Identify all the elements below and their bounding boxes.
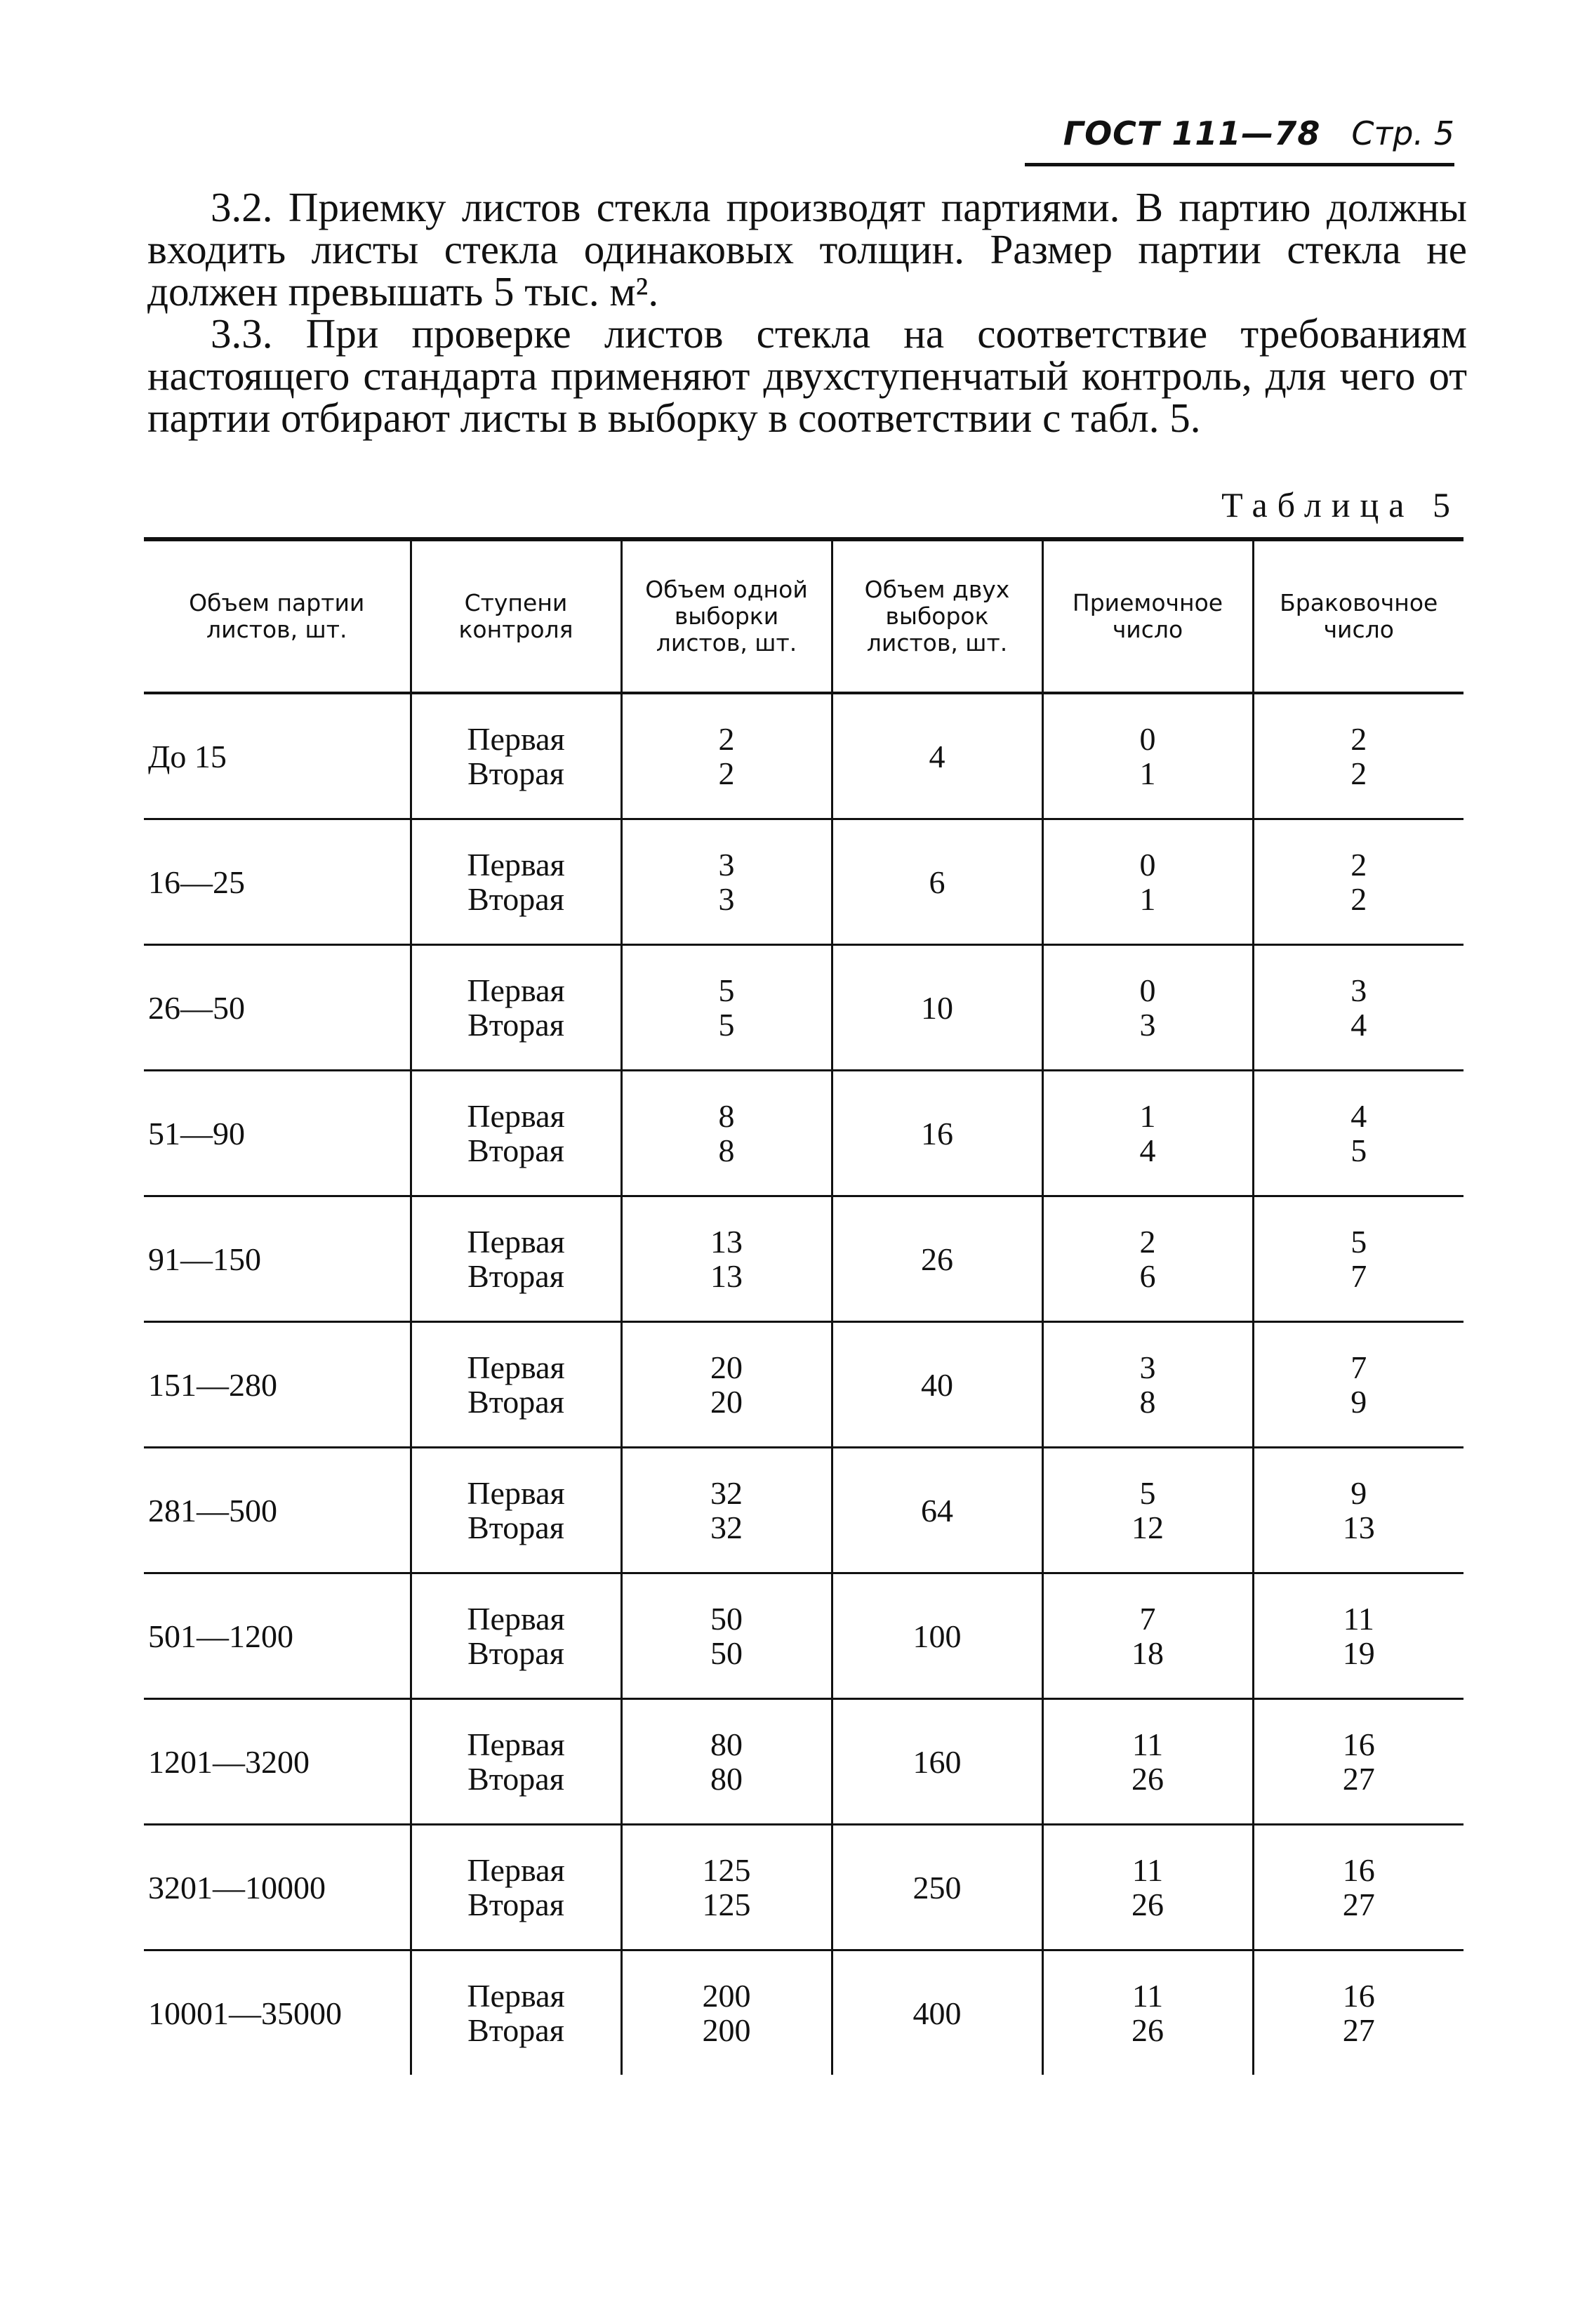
two-samples-cell: 10 (832, 945, 1042, 1071)
stage-cell (411, 945, 621, 1071)
acceptance-cell-second: 3 (1139, 1007, 1156, 1043)
one-sample-cell (621, 1071, 832, 1196)
two-samples-cell: 40 (832, 1322, 1042, 1448)
two-samples-cell: 250 (832, 1825, 1042, 1950)
header-lot-size: Объем партии листов, шт. (144, 539, 411, 693)
lot-size-cell: До 15 (144, 693, 411, 819)
one-sample-cell-second: 32 (710, 1510, 743, 1545)
rejection-cell-first: 11 (1343, 1601, 1374, 1637)
one-sample-cell-second: 5 (718, 1007, 735, 1043)
rejection-cell-second: 5 (1350, 1133, 1367, 1168)
two-samples-cell: 64 (832, 1448, 1042, 1573)
stage-cell-first: Первая (467, 1098, 565, 1134)
acceptance-cell-second: 1 (1139, 755, 1156, 791)
rejection-cell-first: 3 (1350, 972, 1367, 1008)
acceptance-cell (1042, 1699, 1253, 1825)
two-samples-cell: 160 (832, 1699, 1042, 1825)
acceptance-cell (1042, 945, 1253, 1071)
page-header (1025, 104, 1454, 166)
stage-cell-first: Первая (467, 1601, 565, 1637)
stage-cell (411, 1196, 621, 1322)
stage-cell-second: Вторая (467, 755, 564, 791)
table-row (144, 1071, 1464, 1196)
one-sample-cell (621, 819, 832, 945)
one-sample-cell (621, 1322, 832, 1448)
two-samples-cell: 100 (832, 1573, 1042, 1699)
table-row (144, 819, 1464, 945)
table-caption: Таблица 5 (1221, 485, 1460, 524)
acceptance-cell (1042, 1322, 1253, 1448)
table-header-row (144, 539, 1464, 693)
one-sample-cell-second: 13 (710, 1258, 743, 1294)
one-sample-cell-second: 50 (710, 1635, 743, 1671)
rejection-cell-first: 7 (1350, 1349, 1367, 1385)
stage-cell-second: Вторая (467, 2012, 564, 2048)
rejection-cell-second: 2 (1350, 755, 1367, 791)
rejection-cell (1253, 1448, 1464, 1573)
acceptance-cell-second: 6 (1139, 1258, 1156, 1294)
stage-cell-first: Первая (467, 1727, 565, 1762)
acceptance-cell-first: 11 (1131, 1978, 1164, 2014)
standard-number: ГОСТ 111—78 (1063, 114, 1321, 152)
two-samples-cell: 4 (832, 693, 1042, 819)
stage-cell (411, 1573, 621, 1699)
rejection-cell-second: 9 (1350, 1384, 1367, 1420)
stage-cell (411, 1448, 621, 1573)
rejection-cell (1253, 1322, 1464, 1448)
acceptance-cell-first: 5 (1139, 1475, 1156, 1511)
one-sample-cell-first: 13 (710, 1224, 743, 1260)
rejection-cell (1253, 1699, 1464, 1825)
stage-cell-second: Вторая (467, 1887, 564, 1922)
rejection-cell-first: 2 (1350, 721, 1367, 757)
header-acceptance: Приемочное число (1042, 539, 1253, 693)
stage-cell-first: Первая (467, 1978, 565, 2014)
one-sample-cell-first: 3 (718, 847, 735, 883)
one-sample-cell-first: 8 (718, 1098, 735, 1134)
rejection-cell-second: 27 (1342, 1887, 1375, 1922)
table-body (144, 693, 1464, 2075)
acceptance-cell-first: 0 (1139, 721, 1156, 757)
paragraph-3-2: 3.2. Приемку листов стекла производят партиями. В партию должны входить листы стекла одинаковых толщин. Размер партии стекла не должен превышать 5 тыс. м². (147, 184, 1467, 315)
acceptance-cell-first: 2 (1139, 1224, 1156, 1260)
stage-cell-second: Вторая (467, 1258, 564, 1294)
one-sample-cell-first: 20 (710, 1349, 743, 1385)
sampling-table (144, 537, 1464, 2075)
rejection-cell-second: 27 (1342, 2012, 1375, 2048)
paragraph-3-3: 3.3. При проверке листов стекла на соответствие требованиям настоящего стандарта применяют двухступенчатый контроль, для чего от партии отбирают листы в выборку в соответствии с табл. 5. (147, 310, 1467, 441)
lot-size-cell: 3201—10000 (144, 1825, 411, 1950)
one-sample-cell-second: 3 (718, 881, 735, 917)
stage-cell-second: Вторая (467, 1133, 564, 1168)
one-sample-cell (621, 1699, 832, 1825)
acceptance-cell-first: 1 (1139, 1098, 1156, 1134)
rejection-cell-second: 19 (1342, 1635, 1375, 1671)
acceptance-cell-first: 11 (1131, 1852, 1164, 1888)
rejection-cell (1253, 1573, 1464, 1699)
one-sample-cell-second: 20 (710, 1384, 743, 1420)
lot-size-cell: 16—25 (144, 819, 411, 945)
lot-size-cell: 26—50 (144, 945, 411, 1071)
stage-cell-second: Вторая (467, 1510, 564, 1545)
one-sample-cell-first: 80 (710, 1727, 743, 1762)
acceptance-cell-second: 4 (1139, 1133, 1156, 1168)
rejection-cell-second: 2 (1350, 881, 1367, 917)
table-row (144, 1448, 1464, 1573)
header-one-sample: Объем одной выборки листов, шт. (621, 539, 832, 693)
lot-size-cell: 501—1200 (144, 1573, 411, 1699)
one-sample-cell (621, 1448, 832, 1573)
stage-cell (411, 693, 621, 819)
acceptance-cell-first: 3 (1139, 1349, 1156, 1385)
stage-cell-first: Первая (467, 1852, 565, 1888)
one-sample-cell-second: 8 (718, 1133, 735, 1168)
rejection-cell (1253, 1196, 1464, 1322)
stage-cell-first: Первая (467, 847, 565, 883)
one-sample-cell-second: 80 (710, 1761, 743, 1797)
table-row (144, 1699, 1464, 1825)
rejection-cell-second: 7 (1350, 1258, 1367, 1294)
stage-cell-second: Вторая (467, 1761, 564, 1797)
acceptance-cell-first: 0 (1139, 972, 1156, 1008)
table-row (144, 693, 1464, 819)
rejection-cell-first: 9 (1350, 1475, 1367, 1511)
acceptance-cell (1042, 1950, 1253, 2075)
one-sample-cell-first: 125 (702, 1852, 751, 1888)
acceptance-cell (1042, 1573, 1253, 1699)
acceptance-cell-second: 18 (1131, 1635, 1164, 1671)
two-samples-cell: 6 (832, 819, 1042, 945)
lot-size-cell: 91—150 (144, 1196, 411, 1322)
acceptance-cell-first: 0 (1139, 847, 1156, 883)
stage-cell-first: Первая (467, 972, 565, 1008)
rejection-cell-first: 5 (1350, 1224, 1367, 1260)
one-sample-cell-first: 50 (710, 1601, 743, 1637)
acceptance-cell (1042, 1825, 1253, 1950)
acceptance-cell-first: 7 (1139, 1601, 1156, 1637)
acceptance-cell-second: 26 (1131, 2012, 1164, 2048)
rejection-cell-first: 16 (1342, 1978, 1375, 2014)
table-row (144, 1196, 1464, 1322)
one-sample-cell (621, 693, 832, 819)
table-row (144, 1573, 1464, 1699)
rejection-cell (1253, 819, 1464, 945)
rejection-cell (1253, 1071, 1464, 1196)
one-sample-cell (621, 1196, 832, 1322)
acceptance-cell-second: 12 (1131, 1510, 1164, 1545)
two-samples-cell: 400 (832, 1950, 1042, 2075)
one-sample-cell (621, 1950, 832, 2075)
stage-cell (411, 1071, 621, 1196)
stage-cell-first: Первая (467, 1224, 565, 1260)
one-sample-cell-first: 2 (718, 721, 735, 757)
header-stages: Ступени контроля (411, 539, 621, 693)
one-sample-cell-second: 200 (702, 2012, 751, 2048)
one-sample-cell-second: 2 (718, 755, 735, 791)
stage-cell (411, 1699, 621, 1825)
acceptance-cell (1042, 1071, 1253, 1196)
one-sample-cell (621, 1573, 832, 1699)
table-row (144, 1825, 1464, 1950)
stage-cell (411, 1825, 621, 1950)
acceptance-cell-first: 11 (1131, 1727, 1164, 1762)
acceptance-cell-second: 1 (1139, 881, 1156, 917)
rejection-cell-second: 27 (1342, 1761, 1375, 1797)
stage-cell-second: Вторая (467, 881, 564, 917)
body-text (147, 186, 1467, 439)
stage-cell (411, 1322, 621, 1448)
stage-cell-first: Первая (467, 721, 565, 757)
lot-size-cell: 281—500 (144, 1448, 411, 1573)
page-number: Стр. 5 (1351, 114, 1454, 152)
acceptance-cell (1042, 1196, 1253, 1322)
stage-cell-first: Первая (467, 1475, 565, 1511)
rejection-cell-second: 4 (1350, 1007, 1367, 1043)
rejection-cell-first: 4 (1350, 1098, 1367, 1134)
one-sample-cell-second: 125 (702, 1887, 751, 1922)
lot-size-cell: 1201—3200 (144, 1699, 411, 1825)
one-sample-cell-first: 5 (718, 972, 735, 1008)
one-sample-cell (621, 1825, 832, 1950)
lot-size-cell: 51—90 (144, 1071, 411, 1196)
acceptance-cell-second: 8 (1139, 1384, 1156, 1420)
one-sample-cell-first: 200 (702, 1978, 751, 2014)
header-rejection: Браковочное число (1253, 539, 1464, 693)
acceptance-cell (1042, 693, 1253, 819)
stage-cell-second: Вторая (467, 1384, 564, 1420)
rejection-cell (1253, 1950, 1464, 2075)
stage-cell-second: Вторая (467, 1007, 564, 1043)
lot-size-cell: 151—280 (144, 1322, 411, 1448)
rejection-cell-first: 2 (1350, 847, 1367, 883)
rejection-cell-first: 16 (1342, 1727, 1375, 1762)
stage-cell (411, 819, 621, 945)
acceptance-cell-second: 26 (1131, 1887, 1164, 1922)
acceptance-cell (1042, 819, 1253, 945)
header-two-samples: Объем двух выборок листов, шт. (832, 539, 1042, 693)
rejection-cell (1253, 945, 1464, 1071)
rejection-cell-first: 16 (1342, 1852, 1375, 1888)
stage-cell-second: Вторая (467, 1635, 564, 1671)
acceptance-cell (1042, 1448, 1253, 1573)
stage-cell-first: Первая (467, 1349, 565, 1385)
two-samples-cell: 26 (832, 1196, 1042, 1322)
table-row (144, 1950, 1464, 2075)
lot-size-cell: 10001—35000 (148, 1995, 342, 2031)
table-row (144, 1322, 1464, 1448)
one-sample-cell (621, 945, 832, 1071)
rejection-cell-second: 13 (1342, 1510, 1375, 1545)
stage-cell (411, 1950, 621, 2075)
acceptance-cell-second: 26 (1131, 1761, 1164, 1797)
rejection-cell (1253, 693, 1464, 819)
one-sample-cell-first: 32 (710, 1475, 743, 1511)
rejection-cell (1253, 1825, 1464, 1950)
two-samples-cell: 16 (832, 1071, 1042, 1196)
table-row (144, 945, 1464, 1071)
